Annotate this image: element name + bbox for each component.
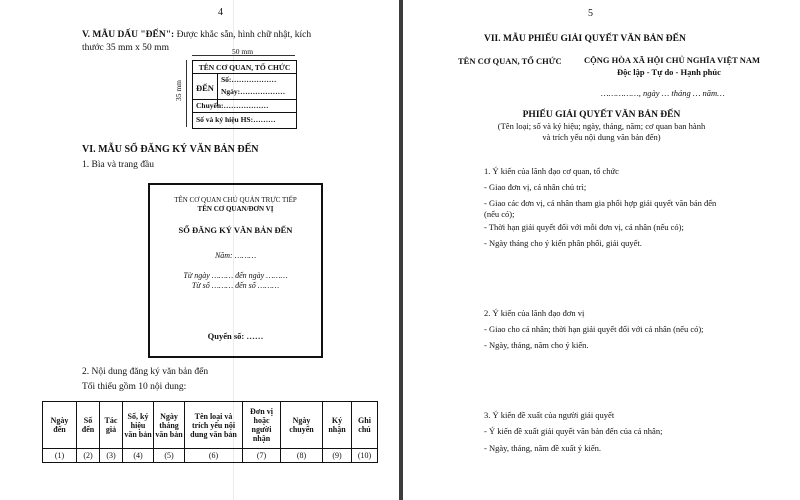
cover-quyen-so: Quyển số: …… bbox=[207, 331, 264, 341]
section-vii-heading: VII. MẪU PHIẾU GIẢI QUYẾT VĂN BẢN ĐẾN bbox=[484, 34, 686, 44]
register-cover bbox=[148, 183, 323, 358]
table-header-cell: Số, ký hiệu văn bản bbox=[123, 402, 154, 449]
stamp-divider-bottom bbox=[193, 112, 296, 113]
item-1-title: 1. Ý kiến của lãnh đạo cơ quan, tổ chức bbox=[484, 166, 619, 176]
table-number-cell: (10) bbox=[352, 449, 378, 463]
table-header-cell: Ghi chú bbox=[352, 402, 378, 449]
table-header-cell: Số đến bbox=[77, 402, 100, 449]
table-number-cell: (6) bbox=[185, 449, 243, 463]
date-line: ……………, ngày … tháng … năm… bbox=[601, 88, 725, 98]
table-number-cell: (2) bbox=[77, 449, 100, 463]
item-1-line: - Giao các đơn vị, cá nhân tham gia phối hợp giải quyết văn bản đến bbox=[484, 198, 717, 208]
item-1-line: - Giao đơn vị, cá nhân chủ trì; bbox=[484, 182, 587, 192]
cover-title: SỔ ĐĂNG KÝ VĂN BẢN ĐẾN bbox=[178, 225, 293, 235]
table-header-cell: Ký nhận bbox=[323, 402, 352, 449]
item-1-line: - Ngày tháng cho ý kiến phân phối, giải quyết. bbox=[484, 238, 642, 248]
incoming-stamp bbox=[192, 60, 297, 129]
table-header-cell: Ngày tháng văn bản bbox=[154, 402, 185, 449]
item-3-line: - Ý kiến đề xuất giải quyết văn bản đến của cá nhân; bbox=[484, 426, 663, 436]
stamp-agency: TÊN CƠ QUAN, TỔ CHỨC bbox=[198, 63, 291, 72]
item-2-line: - Ngày, tháng, năm cho ý kiến. bbox=[484, 340, 589, 350]
right-page bbox=[403, 0, 800, 500]
dimension-height-label: 35 mm bbox=[174, 79, 184, 102]
section-v-line-1 bbox=[82, 30, 311, 40]
item-2-line: - Giao cho cá nhân; thời hạn giải quyết đối với cá nhân (nếu có); bbox=[484, 324, 704, 334]
table-header-cell: Ngày chuyển bbox=[281, 402, 323, 449]
section-v-text-1: Được khắc sẵn, hình chữ nhật, kích bbox=[176, 30, 312, 40]
item-1-line: (nếu có); bbox=[484, 209, 515, 219]
table-header-cell: Tên loại và trích yếu nội dung văn bản bbox=[185, 402, 243, 449]
item-3-title: 3. Ý kiến đề xuất của người giải quyết bbox=[484, 410, 615, 420]
table-number-cell: (7) bbox=[243, 449, 281, 463]
cover-tu-so: Từ số ……… đến số ……… bbox=[191, 281, 280, 290]
stamp-chuyen: Chuyển:……………… bbox=[196, 101, 269, 110]
stamp-so: Số:……………… bbox=[221, 75, 277, 84]
stamp-ngay: Ngày:……………… bbox=[221, 87, 286, 96]
agency-name: TÊN CƠ QUAN, TỔ CHỨC bbox=[458, 56, 562, 66]
table-number-cell: (9) bbox=[323, 449, 352, 463]
table-number-cell: (1) bbox=[43, 449, 77, 463]
table-header-cell: Đơn vị hoặc người nhận bbox=[243, 402, 281, 449]
item-3-line: - Ngày, tháng, năm đề xuất ý kiến. bbox=[484, 443, 601, 453]
table-header-cell: Tác giả bbox=[100, 402, 123, 449]
section-v-heading: V. MẪU DẤU "ĐẾN": bbox=[82, 30, 175, 40]
table-number-cell: (8) bbox=[281, 449, 323, 463]
register-table-header-row bbox=[43, 402, 378, 449]
stamp-den-label: ĐẾN bbox=[196, 83, 214, 93]
stamp-divider-middle bbox=[193, 99, 296, 100]
section-vi-sub-2-note: Tối thiểu gồm 10 nội dung: bbox=[82, 382, 187, 392]
page-number-right: 5 bbox=[588, 8, 593, 19]
form-subtitle-1: (Tên loại; số và ký hiệu; ngày, tháng, năm; cơ quan ban hành bbox=[497, 121, 706, 131]
register-table-number-row bbox=[43, 449, 378, 463]
section-vi-sub-2: 2. Nội dung đăng ký văn bản đến bbox=[82, 367, 209, 377]
left-page bbox=[0, 0, 399, 500]
table-number-cell: (3) bbox=[100, 449, 123, 463]
form-subtitle-2: và trích yếu nội dung văn bản đến) bbox=[542, 132, 661, 142]
item-2-title: 2. Ý kiến của lãnh đạo đơn vị bbox=[484, 308, 585, 318]
cover-tu-ngay: Từ ngày ……… đến ngày ……… bbox=[183, 271, 288, 280]
national-title: CỘNG HÒA XÃ HỘI CHỦ NGHĨA VIỆT NAM bbox=[584, 55, 761, 65]
form-title: PHIẾU GIẢI QUYẾT VĂN BẢN ĐẾN bbox=[522, 110, 681, 120]
stamp-so-ky-hieu: Số và ký hiệu HS:……… bbox=[196, 115, 276, 124]
table-number-cell: (5) bbox=[154, 449, 185, 463]
table-number-cell: (4) bbox=[123, 449, 154, 463]
stamp-divider-top bbox=[193, 73, 296, 74]
dimension-height-line bbox=[186, 60, 187, 127]
dimension-width-label: 50 mm bbox=[232, 47, 254, 56]
register-table bbox=[42, 401, 378, 463]
national-motto: Độc lập - Tự do - Hạnh phúc bbox=[617, 67, 721, 77]
page-number-left: 4 bbox=[218, 7, 223, 18]
section-v-text-2: thước 35 mm x 50 mm bbox=[82, 43, 169, 53]
cover-nam: Năm: ……… bbox=[214, 251, 257, 260]
section-vi-heading: VI. MẪU SỔ ĐĂNG KÝ VĂN BẢN ĐẾN bbox=[82, 144, 259, 155]
cover-line-2: TÊN CƠ QUAN/ĐƠN VỊ bbox=[197, 205, 274, 213]
section-vi-sub-1: 1. Bìa và trang đầu bbox=[82, 160, 155, 170]
table-header-cell: Ngày đến bbox=[43, 402, 77, 449]
cover-line-1: TÊN CƠ QUAN CHỦ QUẢN TRỰC TIẾP bbox=[174, 196, 297, 204]
item-1-line: - Thời hạn giải quyết đối với mỗi đơn vị, cá nhân (nếu có); bbox=[484, 222, 684, 232]
